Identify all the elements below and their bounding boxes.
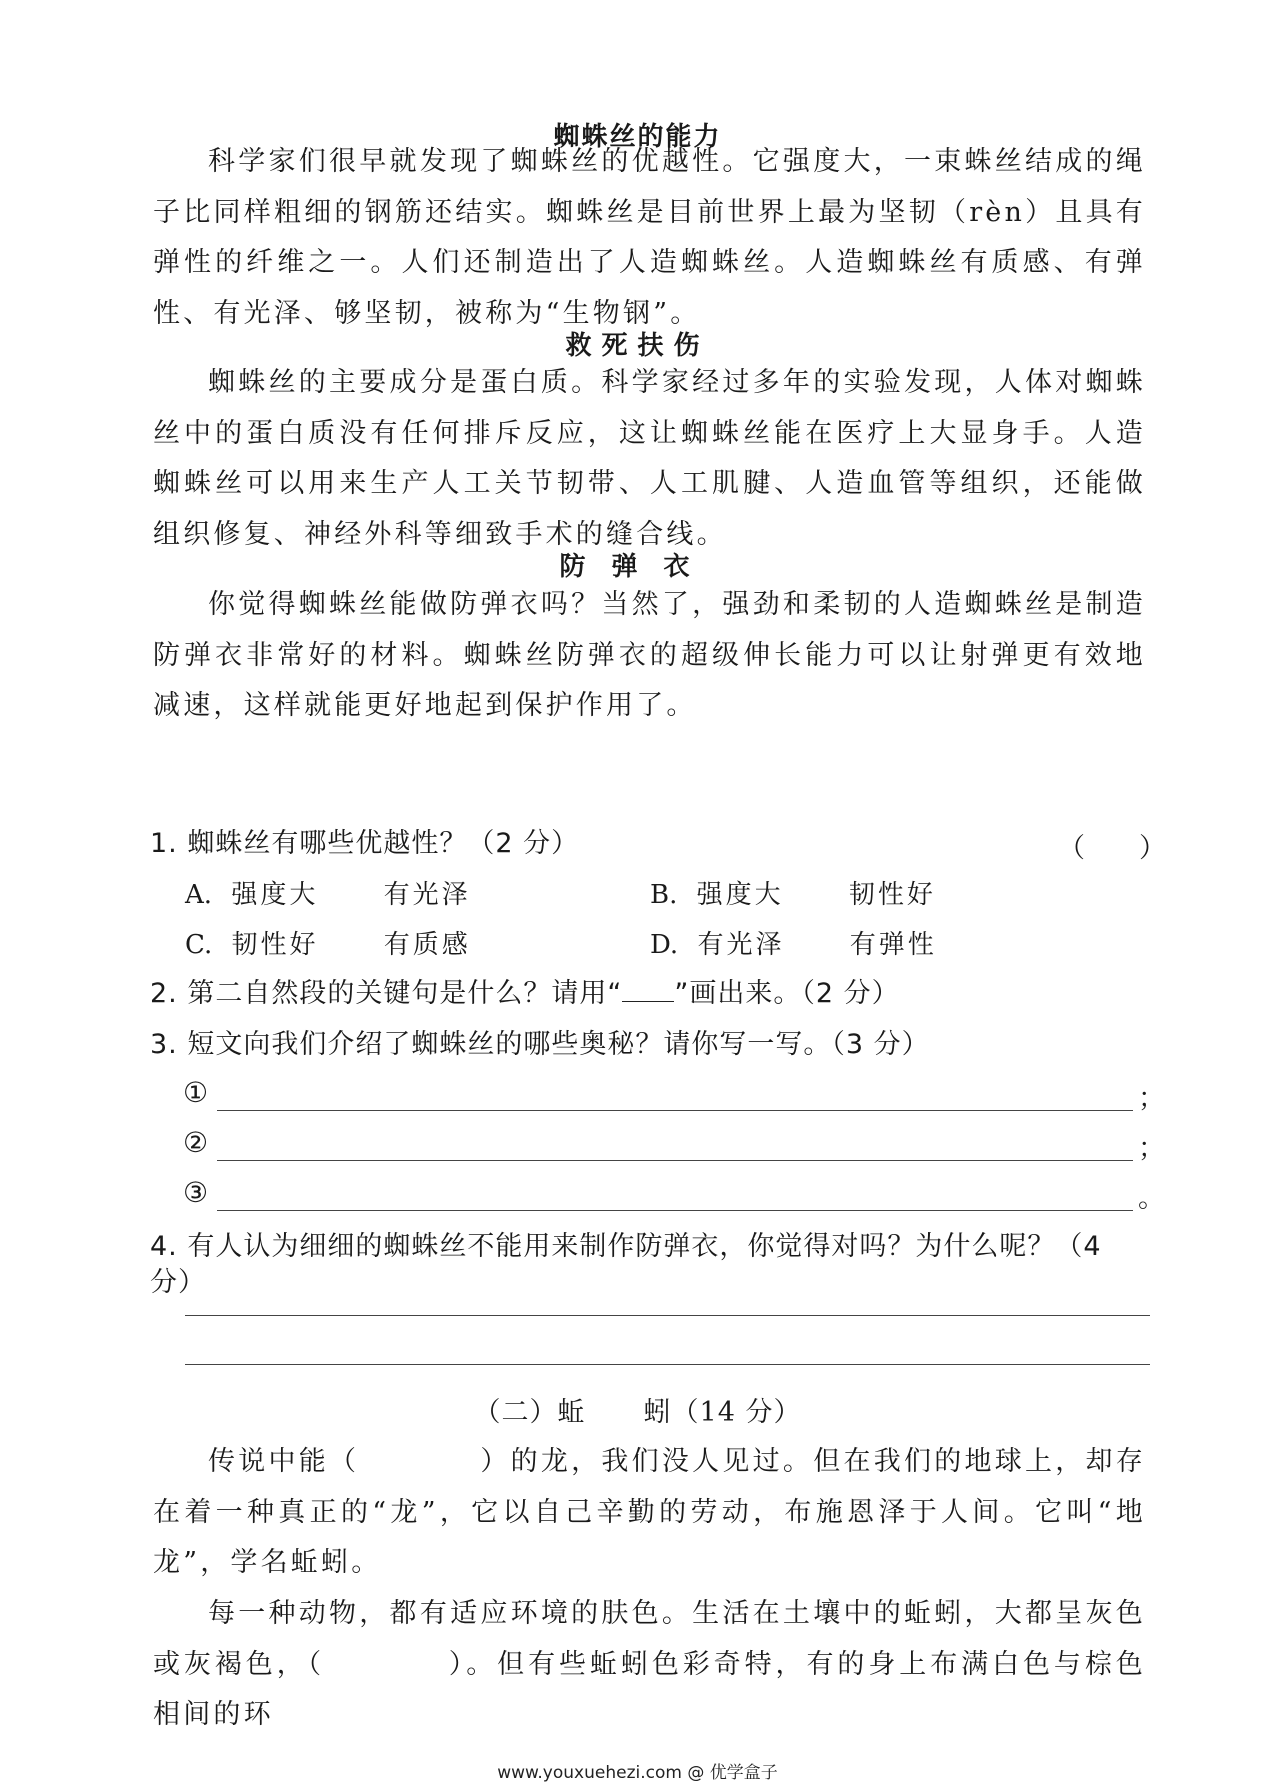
answer-row-1[interactable] [183, 1076, 1165, 1116]
question-2-text-after: ”画出来。（2 分） [674, 978, 900, 1009]
answer-row-3[interactable] [183, 1176, 1165, 1216]
answer-row-2[interactable] [183, 1126, 1165, 1166]
option-text: 有弹性 [849, 930, 937, 960]
paragraph-spider-silk-ability: 科学家们很早就发现了蜘蛛丝的优越性。它强度大，一束蛛丝结成的绳子比同样粗细的钢筋还结实。蜘蛛丝是目前世界上最为坚韧（rèn）且具有弹性的纤维之一。人们还制造出了人造蜘蛛丝。人造蜘蛛丝有质感、有弹性、有光泽、够坚韧，被称为“生物钢”。 [153, 146, 1146, 329]
question-2 [150, 976, 1150, 1012]
writing-line-2[interactable] [185, 1364, 1150, 1365]
option-d[interactable] [650, 924, 937, 961]
writing-line-1[interactable] [185, 1315, 1150, 1316]
option-text: 韧性好 [231, 930, 319, 960]
option-text: 韧性好 [848, 880, 936, 910]
row-punctuation: ； [1138, 1083, 1165, 1114]
circled-number: ③ [183, 1176, 209, 1209]
answer-parentheses[interactable]: （ ） [1058, 833, 1166, 864]
part2-heading-right: 蚓（14 分） [643, 1397, 802, 1428]
option-c[interactable] [185, 924, 471, 961]
option-a[interactable] [185, 874, 471, 911]
paragraph-earthworm-1: 传说中能（ ）的龙，我们没人见过。但在我们的地球上，却存在着一种真正的“龙”，它以自己辛勤的劳动，布施恩泽于人间。它叫“地龙”，学名蚯蚓。 [153, 1446, 1146, 1578]
answer-line[interactable] [217, 1160, 1133, 1161]
question-2-text-before: 2. 第二自然段的关键句是什么？请用“ [150, 978, 623, 1009]
answer-line[interactable] [217, 1110, 1133, 1111]
part2-heading [0, 1390, 1275, 1429]
option-letter: D. [650, 930, 679, 960]
option-letter: B. [650, 880, 678, 910]
option-letter: A. [185, 880, 213, 910]
option-text: 强度大 [231, 880, 319, 910]
answer-line[interactable] [217, 1210, 1133, 1211]
part2-heading-left: （二）蚯 [473, 1397, 586, 1428]
option-text: 有光泽 [697, 930, 785, 960]
row-punctuation: 。 [1138, 1183, 1165, 1214]
option-letter: C. [185, 930, 213, 960]
circled-number: ② [183, 1126, 209, 1159]
paragraph-earthworm-2: 每一种动物，都有适应环境的肤色。生活在土壤中的蚯蚓，大都呈灰色或灰褐色，（ ）。但有些蚯蚓色彩奇特，有的身上布满白色与棕色相间的环 [153, 1598, 1146, 1730]
option-b[interactable] [650, 874, 936, 911]
footer-watermark: www.youxuehezi.com @ 优学盒子 [497, 1763, 778, 1783]
paragraph-saving-lives: 蜘蛛丝的主要成分是蛋白质。科学家经过多年的实验发现，人体对蜘蛛丝中的蛋白质没有任何排斥反应，这让蜘蛛丝能在医疗上大显身手。人造蜘蛛丝可以用来生产人工关节韧带、人工肌腱、人造血管等组织，还能做组织修复、神经外科等细致手术的缝合线。 [153, 367, 1146, 550]
circled-number: ① [183, 1076, 209, 1109]
row-punctuation: ； [1138, 1133, 1165, 1164]
question-3: 3. 短文向我们介绍了蜘蛛丝的哪些奥秘？请你写一写。（3 分） [150, 1029, 930, 1060]
underline-sample [622, 979, 674, 1002]
section-heading-saving-lives: 救死扶伤 [565, 331, 710, 361]
option-text: 有光泽 [383, 880, 471, 910]
option-text: 有质感 [383, 930, 471, 960]
section-heading-spider-silk-ability: 蜘蛛丝的能力 [553, 122, 722, 152]
paragraph-bulletproof-vest: 你觉得蜘蛛丝能做防弹衣吗？当然了，强劲和柔韧的人造蜘蛛丝是制造防弹衣非常好的材料。蜘蛛丝防弹衣的超级伸长能力可以让射弹更有效地减速，这样就能更好地起到保护作用了。 [153, 589, 1146, 721]
section-heading-bulletproof-vest: 防弹衣 [559, 552, 716, 582]
question-1: 1. 蜘蛛丝有哪些优越性？（2 分） [150, 828, 580, 859]
option-text: 强度大 [696, 880, 784, 910]
question-4: 4. 有人认为细细的蜘蛛丝不能用来制作防弹衣，你觉得对吗？为什么呢？（4 分） [150, 1231, 1102, 1298]
